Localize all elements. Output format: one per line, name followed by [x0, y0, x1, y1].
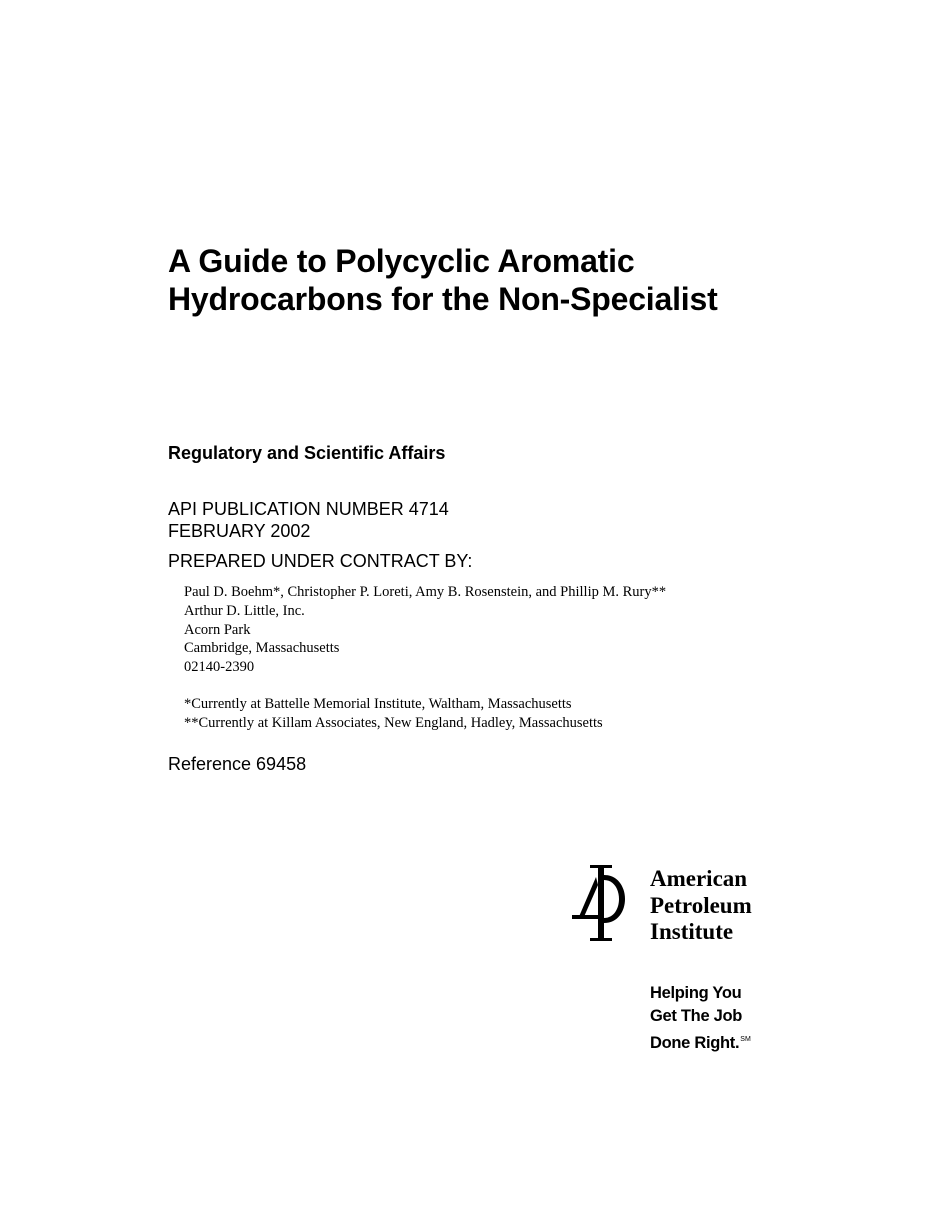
contractor-address: Acorn Park — [184, 621, 251, 638]
title-line-1: A Guide to Polycyclic Aromatic — [168, 243, 635, 279]
author-notes — [184, 695, 603, 733]
title-line-2: Hydrocarbons for the Non-Specialist — [168, 281, 718, 317]
tagline-line-3-text: Done Right. — [650, 1034, 740, 1052]
contractor-zip: 02140-2390 — [184, 659, 255, 676]
api-organization-name — [650, 866, 752, 946]
tagline — [650, 982, 751, 1055]
tagline-line-2: Get The Job — [650, 1007, 743, 1025]
publication-number: API PUBLICATION NUMBER 4714 — [168, 499, 449, 519]
api-logo-icon — [570, 863, 634, 943]
tagline-line-1: Helping You — [650, 984, 742, 1002]
reference-number: Reference 69458 — [168, 754, 307, 774]
tagline-line-3 — [650, 1028, 751, 1055]
org-name-line-3: Institute — [650, 919, 734, 944]
author-note-1: *Currently at Battelle Memorial Institute, Waltham, Massachusetts — [184, 696, 572, 712]
contractor-block — [184, 583, 666, 677]
document-title — [168, 242, 718, 318]
author-note-2: **Currently at Killam Associates, New England, Hadley, Massachusetts — [184, 714, 603, 731]
authors-line: Paul D. Boehm*, Christopher P. Loreti, Amy B. Rosenstein, and Phillip M. Rury** — [184, 584, 667, 600]
org-name-line-1: American — [650, 866, 748, 891]
contractor-company: Arthur D. Little, Inc. — [184, 602, 305, 619]
contractor-city: Cambridge, Massachusetts — [184, 640, 340, 657]
division-name: Regulatory and Scientific Affairs — [168, 443, 446, 463]
prepared-by-label: PREPARED UNDER CONTRACT BY: — [168, 551, 473, 571]
publication-date: FEBRUARY 2002 — [168, 521, 311, 541]
org-name-line-2: Petroleum — [650, 892, 752, 918]
service-mark: SM — [740, 1036, 751, 1043]
publication-info — [168, 498, 449, 542]
